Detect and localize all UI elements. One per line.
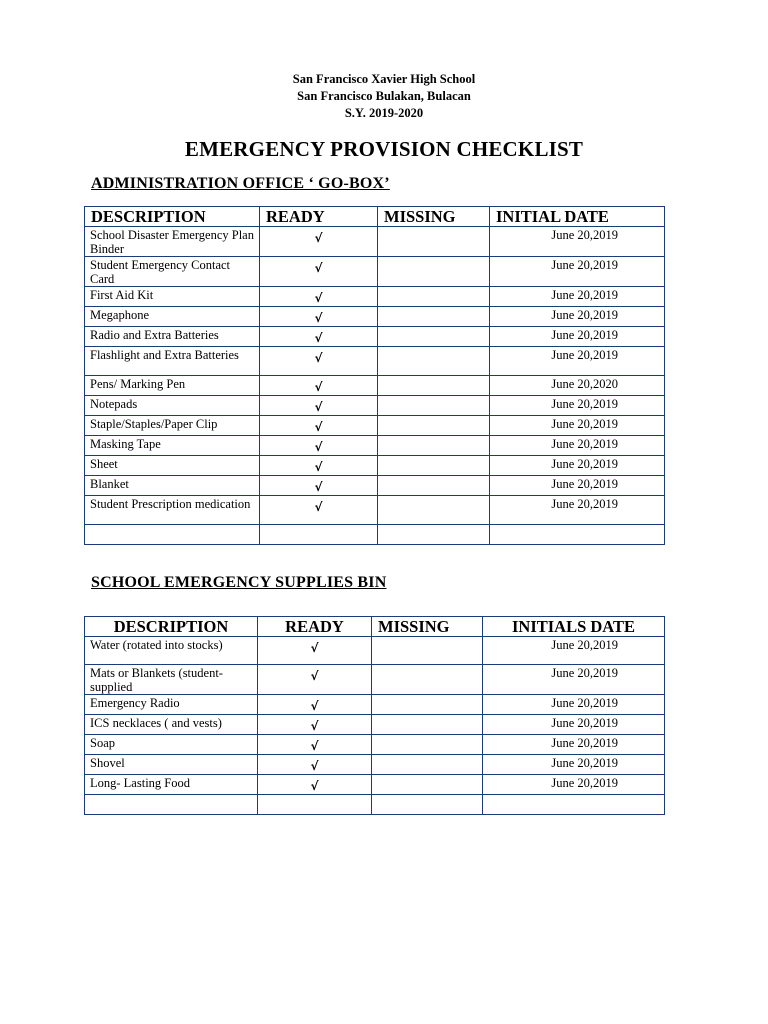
missing-cell [378, 287, 490, 307]
missing-cell [372, 735, 483, 755]
ready-check [258, 795, 372, 815]
column-header-missing: MISSING [378, 207, 490, 227]
missing-cell [378, 257, 490, 287]
ready-check: √ [258, 695, 372, 715]
initial-date: June 20,2019 [483, 775, 665, 795]
table-row [85, 456, 665, 476]
table-row [85, 227, 665, 257]
initial-date: June 20,2019 [490, 456, 665, 476]
table-header-row [85, 617, 665, 637]
item-description: Pens/ Marking Pen [85, 376, 260, 396]
initial-date: June 20,2019 [490, 287, 665, 307]
missing-cell [372, 795, 483, 815]
missing-cell [372, 775, 483, 795]
table-row [85, 436, 665, 456]
item-description: Megaphone [85, 307, 260, 327]
school-year: S.Y. 2019-2020 [344, 106, 424, 120]
ready-check: √ [260, 476, 378, 496]
initial-date: June 20,2019 [483, 715, 665, 735]
missing-cell [372, 755, 483, 775]
initial-date: June 20,2019 [490, 396, 665, 416]
ready-check: √ [260, 496, 378, 525]
initial-date: June 20,2019 [490, 327, 665, 347]
initial-date: June 20,2019 [490, 436, 665, 456]
missing-cell [378, 436, 490, 456]
item-description: Staple/Staples/Paper Clip [85, 416, 260, 436]
initial-date [483, 795, 665, 815]
initial-date: June 20,2019 [490, 347, 665, 376]
table-row [85, 735, 665, 755]
table-row [85, 775, 665, 795]
page-title: EMERGENCY PROVISION CHECKLIST [184, 137, 584, 161]
school-name: San Francisco Xavier High School [292, 72, 476, 86]
item-description [85, 795, 258, 815]
table-row [85, 665, 665, 695]
item-description: Water (rotated into stocks) [85, 637, 258, 665]
supplies-bin-checklist-table [84, 616, 665, 815]
table-row [85, 396, 665, 416]
missing-cell [378, 227, 490, 257]
document-header [0, 71, 768, 122]
item-description [85, 525, 260, 545]
item-description: Flashlight and Extra Batteries [85, 347, 260, 376]
item-description: First Aid Kit [85, 287, 260, 307]
table-row [85, 637, 665, 665]
go-box-checklist-body [85, 227, 665, 545]
item-description: Student Emergency Contact Card [85, 257, 260, 287]
ready-check: √ [258, 755, 372, 775]
supplies-bin-checklist-body [85, 637, 665, 815]
initial-date: June 20,2020 [490, 376, 665, 396]
table-row [85, 695, 665, 715]
table-row [85, 715, 665, 735]
section1-title: ADMINISTRATION OFFICE ‘ GO-BOX’ [91, 175, 390, 192]
missing-cell [378, 347, 490, 376]
ready-check: √ [260, 287, 378, 307]
initial-date: June 20,2019 [483, 755, 665, 775]
ready-check: √ [260, 327, 378, 347]
initial-date: June 20,2019 [490, 227, 665, 257]
initial-date: June 20,2019 [490, 416, 665, 436]
item-description: ICS necklaces ( and vests) [85, 715, 258, 735]
missing-cell [378, 396, 490, 416]
item-description: Long- Lasting Food [85, 775, 258, 795]
table-header-row [85, 207, 665, 227]
initial-date: June 20,2019 [490, 257, 665, 287]
table-row [85, 496, 665, 525]
missing-cell [378, 476, 490, 496]
ready-check: √ [260, 396, 378, 416]
missing-cell [372, 665, 483, 695]
column-header-description: DESCRIPTION [85, 207, 260, 227]
ready-check: √ [260, 347, 378, 376]
table-row [85, 347, 665, 376]
item-description: Mats or Blankets (student- supplied [85, 665, 258, 695]
table-row [85, 755, 665, 775]
ready-check: √ [260, 376, 378, 396]
column-header-initial-date: INITIAL DATE [490, 207, 665, 227]
missing-cell [372, 695, 483, 715]
initial-date [490, 525, 665, 545]
missing-cell [372, 637, 483, 665]
ready-check: √ [260, 227, 378, 257]
missing-cell [378, 456, 490, 476]
item-description: Emergency Radio [85, 695, 258, 715]
initial-date: June 20,2019 [483, 637, 665, 665]
ready-check: √ [258, 775, 372, 795]
item-description: Student Prescription medication [85, 496, 260, 525]
missing-cell [372, 715, 483, 735]
ready-check: √ [260, 416, 378, 436]
missing-cell [378, 307, 490, 327]
initial-date: June 20,2019 [483, 665, 665, 695]
table-row [85, 327, 665, 347]
initial-date: June 20,2019 [490, 307, 665, 327]
section2-title: SCHOOL EMERGENCY SUPPLIES BIN [91, 574, 387, 591]
initial-date: June 20,2019 [490, 496, 665, 525]
go-box-checklist-table [84, 206, 665, 545]
ready-check: √ [260, 307, 378, 327]
item-description: Radio and Extra Batteries [85, 327, 260, 347]
initial-date: June 20,2019 [490, 476, 665, 496]
table-row [85, 476, 665, 496]
missing-cell [378, 496, 490, 525]
ready-check: √ [258, 665, 372, 695]
missing-cell [378, 327, 490, 347]
column-header-ready: READY [260, 207, 378, 227]
ready-check [260, 525, 378, 545]
school-address: San Francisco Bulakan, Bulacan [297, 89, 471, 103]
table-row [85, 416, 665, 436]
missing-cell [378, 416, 490, 436]
item-description: School Disaster Emergency Plan Binder [85, 227, 260, 257]
ready-check: √ [260, 257, 378, 287]
column-header-ready: READY [258, 617, 372, 637]
table-row [85, 376, 665, 396]
table-row [85, 257, 665, 287]
item-description: Soap [85, 735, 258, 755]
ready-check: √ [258, 735, 372, 755]
ready-check: √ [258, 637, 372, 665]
initial-date: June 20,2019 [483, 695, 665, 715]
item-description: Shovel [85, 755, 258, 775]
ready-check: √ [258, 715, 372, 735]
ready-check: √ [260, 436, 378, 456]
item-description: Notepads [85, 396, 260, 416]
item-description: Sheet [85, 456, 260, 476]
item-description: Blanket [85, 476, 260, 496]
missing-cell [378, 376, 490, 396]
table-row [85, 307, 665, 327]
column-header-missing: MISSING [372, 617, 483, 637]
item-description: Masking Tape [85, 436, 260, 456]
table-row [85, 525, 665, 545]
initial-date: June 20,2019 [483, 735, 665, 755]
table-row [85, 287, 665, 307]
column-header-initials-date: INITIALS DATE [483, 617, 665, 637]
table-row [85, 795, 665, 815]
missing-cell [378, 525, 490, 545]
column-header-description: DESCRIPTION [85, 617, 258, 637]
ready-check: √ [260, 456, 378, 476]
